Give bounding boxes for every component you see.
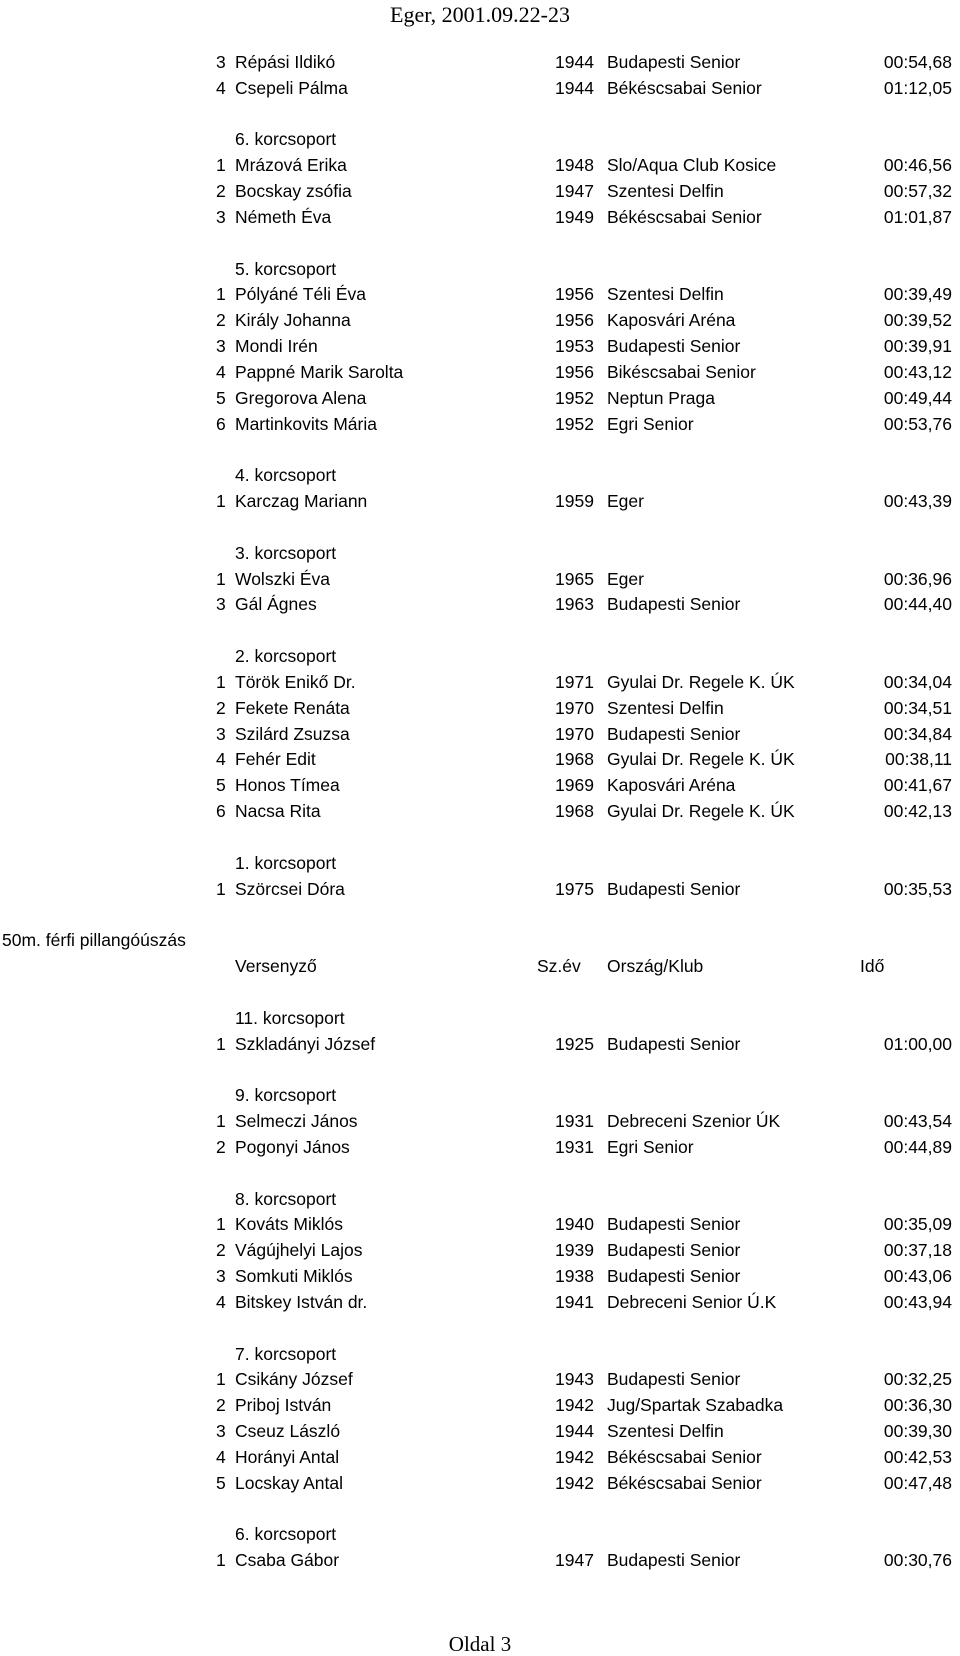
club-cell: Gyulai Dr. Regele K. ÚK (607, 801, 795, 821)
age-group-label: 11. korcsoport (235, 1008, 345, 1028)
birth-year-cell: 1931 (555, 1111, 594, 1131)
rank-cell: 2 (216, 1137, 226, 1157)
club-cell: Eger (607, 569, 644, 589)
result-row (0, 877, 960, 901)
rank-cell: 3 (216, 1421, 226, 1441)
time-cell: 00:43,94 (883, 1292, 952, 1312)
name-cell: Vágújhelyi Lajos (235, 1240, 363, 1260)
club-cell: Kaposvári Aréna (607, 775, 736, 795)
result-row (0, 1367, 960, 1391)
club-cell: Budapesti Senior (607, 52, 741, 72)
name-cell: Csepeli Pálma (235, 78, 348, 98)
rank-cell: 5 (216, 1473, 226, 1493)
club-cell: Egri Senior (607, 414, 694, 434)
age-group-heading (0, 257, 960, 281)
time-cell: 00:43,54 (883, 1111, 952, 1131)
birth-year-cell: 1969 (555, 775, 594, 795)
rank-cell: 5 (216, 775, 226, 795)
age-group-label: 4. korcsoport (235, 465, 337, 485)
time-cell: 00:39,91 (883, 336, 952, 356)
birth-year-cell: 1939 (555, 1240, 594, 1260)
birth-year-cell: 1947 (555, 1550, 594, 1570)
name-cell: Fehér Edit (235, 749, 316, 769)
club-cell: Bikéscsabai Senior (607, 362, 756, 382)
name-cell: Bocskay zsófia (235, 181, 352, 201)
result-row (0, 334, 960, 358)
rank-cell: 3 (216, 207, 226, 227)
time-cell: 00:53,76 (883, 414, 952, 434)
name-cell: Szkladányi József (235, 1034, 376, 1054)
time-cell: 00:42,13 (883, 801, 952, 821)
result-row (0, 773, 960, 797)
club-cell: Szentesi Delfin (607, 698, 724, 718)
rank-cell: 3 (216, 1266, 226, 1286)
club-cell: Békéscsabai Senior (607, 78, 762, 98)
club-cell: Szentesi Delfin (607, 1421, 724, 1441)
rank-cell: 2 (216, 181, 226, 201)
club-cell: Budapesti Senior (607, 1240, 741, 1260)
rank-cell: 1 (216, 1550, 226, 1570)
result-row (0, 76, 960, 100)
rank-cell: 6 (216, 414, 226, 434)
column-header-year: Sz.év (537, 956, 581, 976)
result-row (0, 179, 960, 203)
club-cell: Békéscsabai Senior (607, 1473, 762, 1493)
name-cell: Karczag Mariann (235, 491, 368, 511)
club-cell: Gyulai Dr. Regele K. ÚK (607, 749, 795, 769)
rank-cell: 6 (216, 801, 226, 821)
age-group-label: 2. korcsoport (235, 646, 337, 666)
name-cell: Csaba Gábor (235, 1550, 340, 1570)
name-cell: Wolszki Éva (235, 569, 330, 589)
time-cell: 00:49,44 (883, 388, 952, 408)
age-group-label: 3. korcsoport (235, 543, 337, 563)
birth-year-cell: 1952 (555, 414, 594, 434)
club-cell: Egri Senior (607, 1137, 694, 1157)
birth-year-cell: 1942 (555, 1447, 594, 1467)
rank-cell: 3 (216, 336, 226, 356)
age-group-label: 5. korcsoport (235, 259, 337, 279)
time-cell: 00:57,32 (883, 181, 952, 201)
club-cell: Jug/Spartak Szabadka (607, 1395, 784, 1415)
time-cell: 00:32,25 (883, 1369, 952, 1389)
time-cell: 00:35,53 (883, 879, 952, 899)
column-header-name: Versenyző (235, 956, 317, 976)
name-cell: Bitskey István dr. (235, 1292, 368, 1312)
result-row (0, 386, 960, 410)
club-cell: Budapesti Senior (607, 1266, 741, 1286)
club-cell: Neptun Praga (607, 388, 715, 408)
result-row (0, 205, 960, 229)
rank-cell: 4 (216, 78, 226, 98)
rank-cell: 1 (216, 879, 226, 899)
time-cell: 00:44,40 (883, 594, 952, 614)
name-cell: Martinkovits Mária (235, 414, 377, 434)
age-group-label: 9. korcsoport (235, 1085, 337, 1105)
age-group-heading (0, 127, 960, 151)
result-row (0, 1032, 960, 1056)
result-row (0, 747, 960, 771)
age-group-heading (0, 644, 960, 668)
time-cell: 00:34,84 (883, 724, 952, 744)
result-row (0, 1393, 960, 1417)
result-row (0, 1109, 960, 1133)
age-group-heading (0, 541, 960, 565)
result-row (0, 1445, 960, 1469)
time-cell: 00:43,12 (883, 362, 952, 382)
birth-year-cell: 1925 (555, 1034, 594, 1054)
rank-cell: 3 (216, 724, 226, 744)
time-cell: 01:12,05 (883, 78, 952, 98)
result-row (0, 696, 960, 720)
time-cell: 00:41,67 (883, 775, 952, 795)
rank-cell: 5 (216, 388, 226, 408)
name-cell: Cseuz László (235, 1421, 341, 1441)
page-number: Oldal 3 (448, 1632, 512, 1656)
column-header-time: Idő (860, 956, 885, 976)
birth-year-cell: 1944 (555, 78, 594, 98)
result-row (0, 1471, 960, 1495)
result-row (0, 722, 960, 746)
time-cell: 00:43,39 (883, 491, 952, 511)
name-cell: Gál Ágnes (235, 594, 317, 614)
time-cell: 00:47,48 (883, 1473, 952, 1493)
birth-year-cell: 1944 (555, 1421, 594, 1441)
name-cell: Pappné Marik Sarolta (235, 362, 404, 382)
time-cell: 00:36,30 (883, 1395, 952, 1415)
time-cell: 00:37,18 (883, 1240, 952, 1260)
club-cell: Budapesti Senior (607, 1369, 741, 1389)
name-cell: Pólyáné Téli Éva (235, 284, 367, 304)
name-cell: Fekete Renáta (235, 698, 350, 718)
name-cell: Nacsa Rita (235, 801, 321, 821)
result-row (0, 799, 960, 823)
name-cell: Szörcsei Dóra (235, 879, 345, 899)
name-cell: Kováts Miklós (235, 1214, 343, 1234)
result-row (0, 153, 960, 177)
time-cell: 01:01,87 (883, 207, 952, 227)
rank-cell: 1 (216, 155, 226, 175)
time-cell: 00:36,96 (883, 569, 952, 589)
club-cell: Békéscsabai Senior (607, 1447, 762, 1467)
club-cell: Budapesti Senior (607, 594, 741, 614)
age-group-heading (0, 1006, 960, 1030)
time-cell: 00:43,06 (883, 1266, 952, 1286)
event-heading (0, 928, 960, 952)
time-cell: 01:00,00 (883, 1034, 952, 1054)
name-cell: Pogonyi János (235, 1137, 350, 1157)
age-group-heading (0, 1083, 960, 1107)
birth-year-cell: 1971 (555, 672, 594, 692)
birth-year-cell: 1970 (555, 724, 594, 744)
birth-year-cell: 1953 (555, 336, 594, 356)
name-cell: Répási Ildikó (235, 52, 336, 72)
rank-cell: 4 (216, 749, 226, 769)
result-row (0, 1290, 960, 1314)
rank-cell: 4 (216, 1292, 226, 1312)
age-group-label: 6. korcsoport (235, 1524, 337, 1544)
birth-year-cell: 1968 (555, 749, 594, 769)
age-group-label: 6. korcsoport (235, 129, 337, 149)
rank-cell: 1 (216, 1214, 226, 1234)
club-cell: Budapesti Senior (607, 1550, 741, 1570)
result-row (0, 282, 960, 306)
event-title: 50m. férfi pillangóúszás (2, 930, 186, 950)
club-cell: Kaposvári Aréna (607, 310, 736, 330)
birth-year-cell: 1968 (555, 801, 594, 821)
birth-year-cell: 1952 (555, 388, 594, 408)
club-cell: Budapesti Senior (607, 336, 741, 356)
club-cell: Békéscsabai Senior (607, 207, 762, 227)
birth-year-cell: 1975 (555, 879, 594, 899)
result-row (0, 412, 960, 436)
club-cell: Budapesti Senior (607, 724, 741, 744)
name-cell: Szilárd Zsuzsa (235, 724, 350, 744)
name-cell: Somkuti Miklós (235, 1266, 353, 1286)
time-cell: 00:42,53 (883, 1447, 952, 1467)
rank-cell: 4 (216, 362, 226, 382)
name-cell: Gregorova Alena (235, 388, 367, 408)
age-group-label: 8. korcsoport (235, 1189, 337, 1209)
rank-cell: 2 (216, 698, 226, 718)
time-cell: 00:34,04 (883, 672, 952, 692)
result-row (0, 567, 960, 591)
birth-year-cell: 1956 (555, 284, 594, 304)
club-cell: Slo/Aqua Club Kosice (607, 155, 777, 175)
result-row (0, 1419, 960, 1443)
birth-year-cell: 1944 (555, 52, 594, 72)
time-cell: 00:30,76 (883, 1550, 952, 1570)
club-cell: Budapesti Senior (607, 879, 741, 899)
birth-year-cell: 1947 (555, 181, 594, 201)
birth-year-cell: 1949 (555, 207, 594, 227)
result-row (0, 308, 960, 332)
name-cell: Horányi Antal (235, 1447, 340, 1467)
club-cell: Budapesti Senior (607, 1214, 741, 1234)
time-cell: 00:46,56 (883, 155, 952, 175)
result-row (0, 670, 960, 694)
club-cell: Gyulai Dr. Regele K. ÚK (607, 672, 795, 692)
time-cell: 00:39,52 (883, 310, 952, 330)
time-cell: 00:39,30 (883, 1421, 952, 1441)
birth-year-cell: 1938 (555, 1266, 594, 1286)
birth-year-cell: 1970 (555, 698, 594, 718)
rank-cell: 3 (216, 52, 226, 72)
birth-year-cell: 1943 (555, 1369, 594, 1389)
result-row (0, 1135, 960, 1159)
birth-year-cell: 1956 (555, 362, 594, 382)
rank-cell: 1 (216, 1369, 226, 1389)
birth-year-cell: 1948 (555, 155, 594, 175)
name-cell: Mondi Irén (235, 336, 318, 356)
age-group-label: 1. korcsoport (235, 853, 337, 873)
name-cell: Honos Tímea (235, 775, 340, 795)
birth-year-cell: 1931 (555, 1137, 594, 1157)
age-group-heading (0, 463, 960, 487)
birth-year-cell: 1941 (555, 1292, 594, 1312)
result-row (0, 50, 960, 74)
birth-year-cell: 1959 (555, 491, 594, 511)
name-cell: Mrázová Erika (235, 155, 347, 175)
birth-year-cell: 1942 (555, 1395, 594, 1415)
name-cell: Németh Éva (235, 207, 332, 227)
club-cell: Eger (607, 491, 644, 511)
result-row (0, 1548, 960, 1572)
age-group-label: 7. korcsoport (235, 1344, 337, 1364)
rank-cell: 1 (216, 284, 226, 304)
name-cell: Török Enikő Dr. (235, 672, 356, 692)
rank-cell: 2 (216, 310, 226, 330)
age-group-heading (0, 1342, 960, 1366)
name-cell: Király Johanna (235, 310, 351, 330)
club-cell: Szentesi Delfin (607, 181, 724, 201)
age-group-heading (0, 851, 960, 875)
club-cell: Debreceni Szenior ÚK (607, 1111, 781, 1131)
name-cell: Locskay Antal (235, 1473, 343, 1493)
time-cell: 00:34,51 (883, 698, 952, 718)
result-row (0, 1264, 960, 1288)
club-cell: Debreceni Senior Ú.K (607, 1292, 777, 1312)
time-cell: 00:38,11 (885, 749, 952, 769)
age-group-heading (0, 1522, 960, 1546)
club-cell: Szentesi Delfin (607, 284, 724, 304)
club-cell: Budapesti Senior (607, 1034, 741, 1054)
time-cell: 00:54,68 (883, 52, 952, 72)
rank-cell: 2 (216, 1240, 226, 1260)
rank-cell: 4 (216, 1447, 226, 1467)
time-cell: 00:35,09 (883, 1214, 952, 1234)
rank-cell: 1 (216, 1034, 226, 1054)
rank-cell: 1 (216, 1111, 226, 1131)
birth-year-cell: 1963 (555, 594, 594, 614)
column-header-row (0, 954, 960, 978)
name-cell: Csikány József (235, 1369, 353, 1389)
birth-year-cell: 1956 (555, 310, 594, 330)
time-cell: 00:39,49 (883, 284, 952, 304)
rank-cell: 1 (216, 672, 226, 692)
result-row (0, 1238, 960, 1262)
page-header: Eger, 2001.09.22-23 (390, 2, 570, 27)
result-row (0, 592, 960, 616)
age-group-heading (0, 1187, 960, 1211)
column-header-club: Ország/Klub (607, 956, 704, 976)
rank-cell: 1 (216, 491, 226, 511)
result-row (0, 1212, 960, 1236)
birth-year-cell: 1965 (555, 569, 594, 589)
birth-year-cell: 1940 (555, 1214, 594, 1234)
result-row (0, 360, 960, 384)
rank-cell: 1 (216, 569, 226, 589)
result-row (0, 489, 960, 513)
name-cell: Selmeczi János (235, 1111, 358, 1131)
rank-cell: 2 (216, 1395, 226, 1415)
name-cell: Priboj István (235, 1395, 332, 1415)
rank-cell: 3 (216, 594, 226, 614)
time-cell: 00:44,89 (883, 1137, 952, 1157)
birth-year-cell: 1942 (555, 1473, 594, 1493)
